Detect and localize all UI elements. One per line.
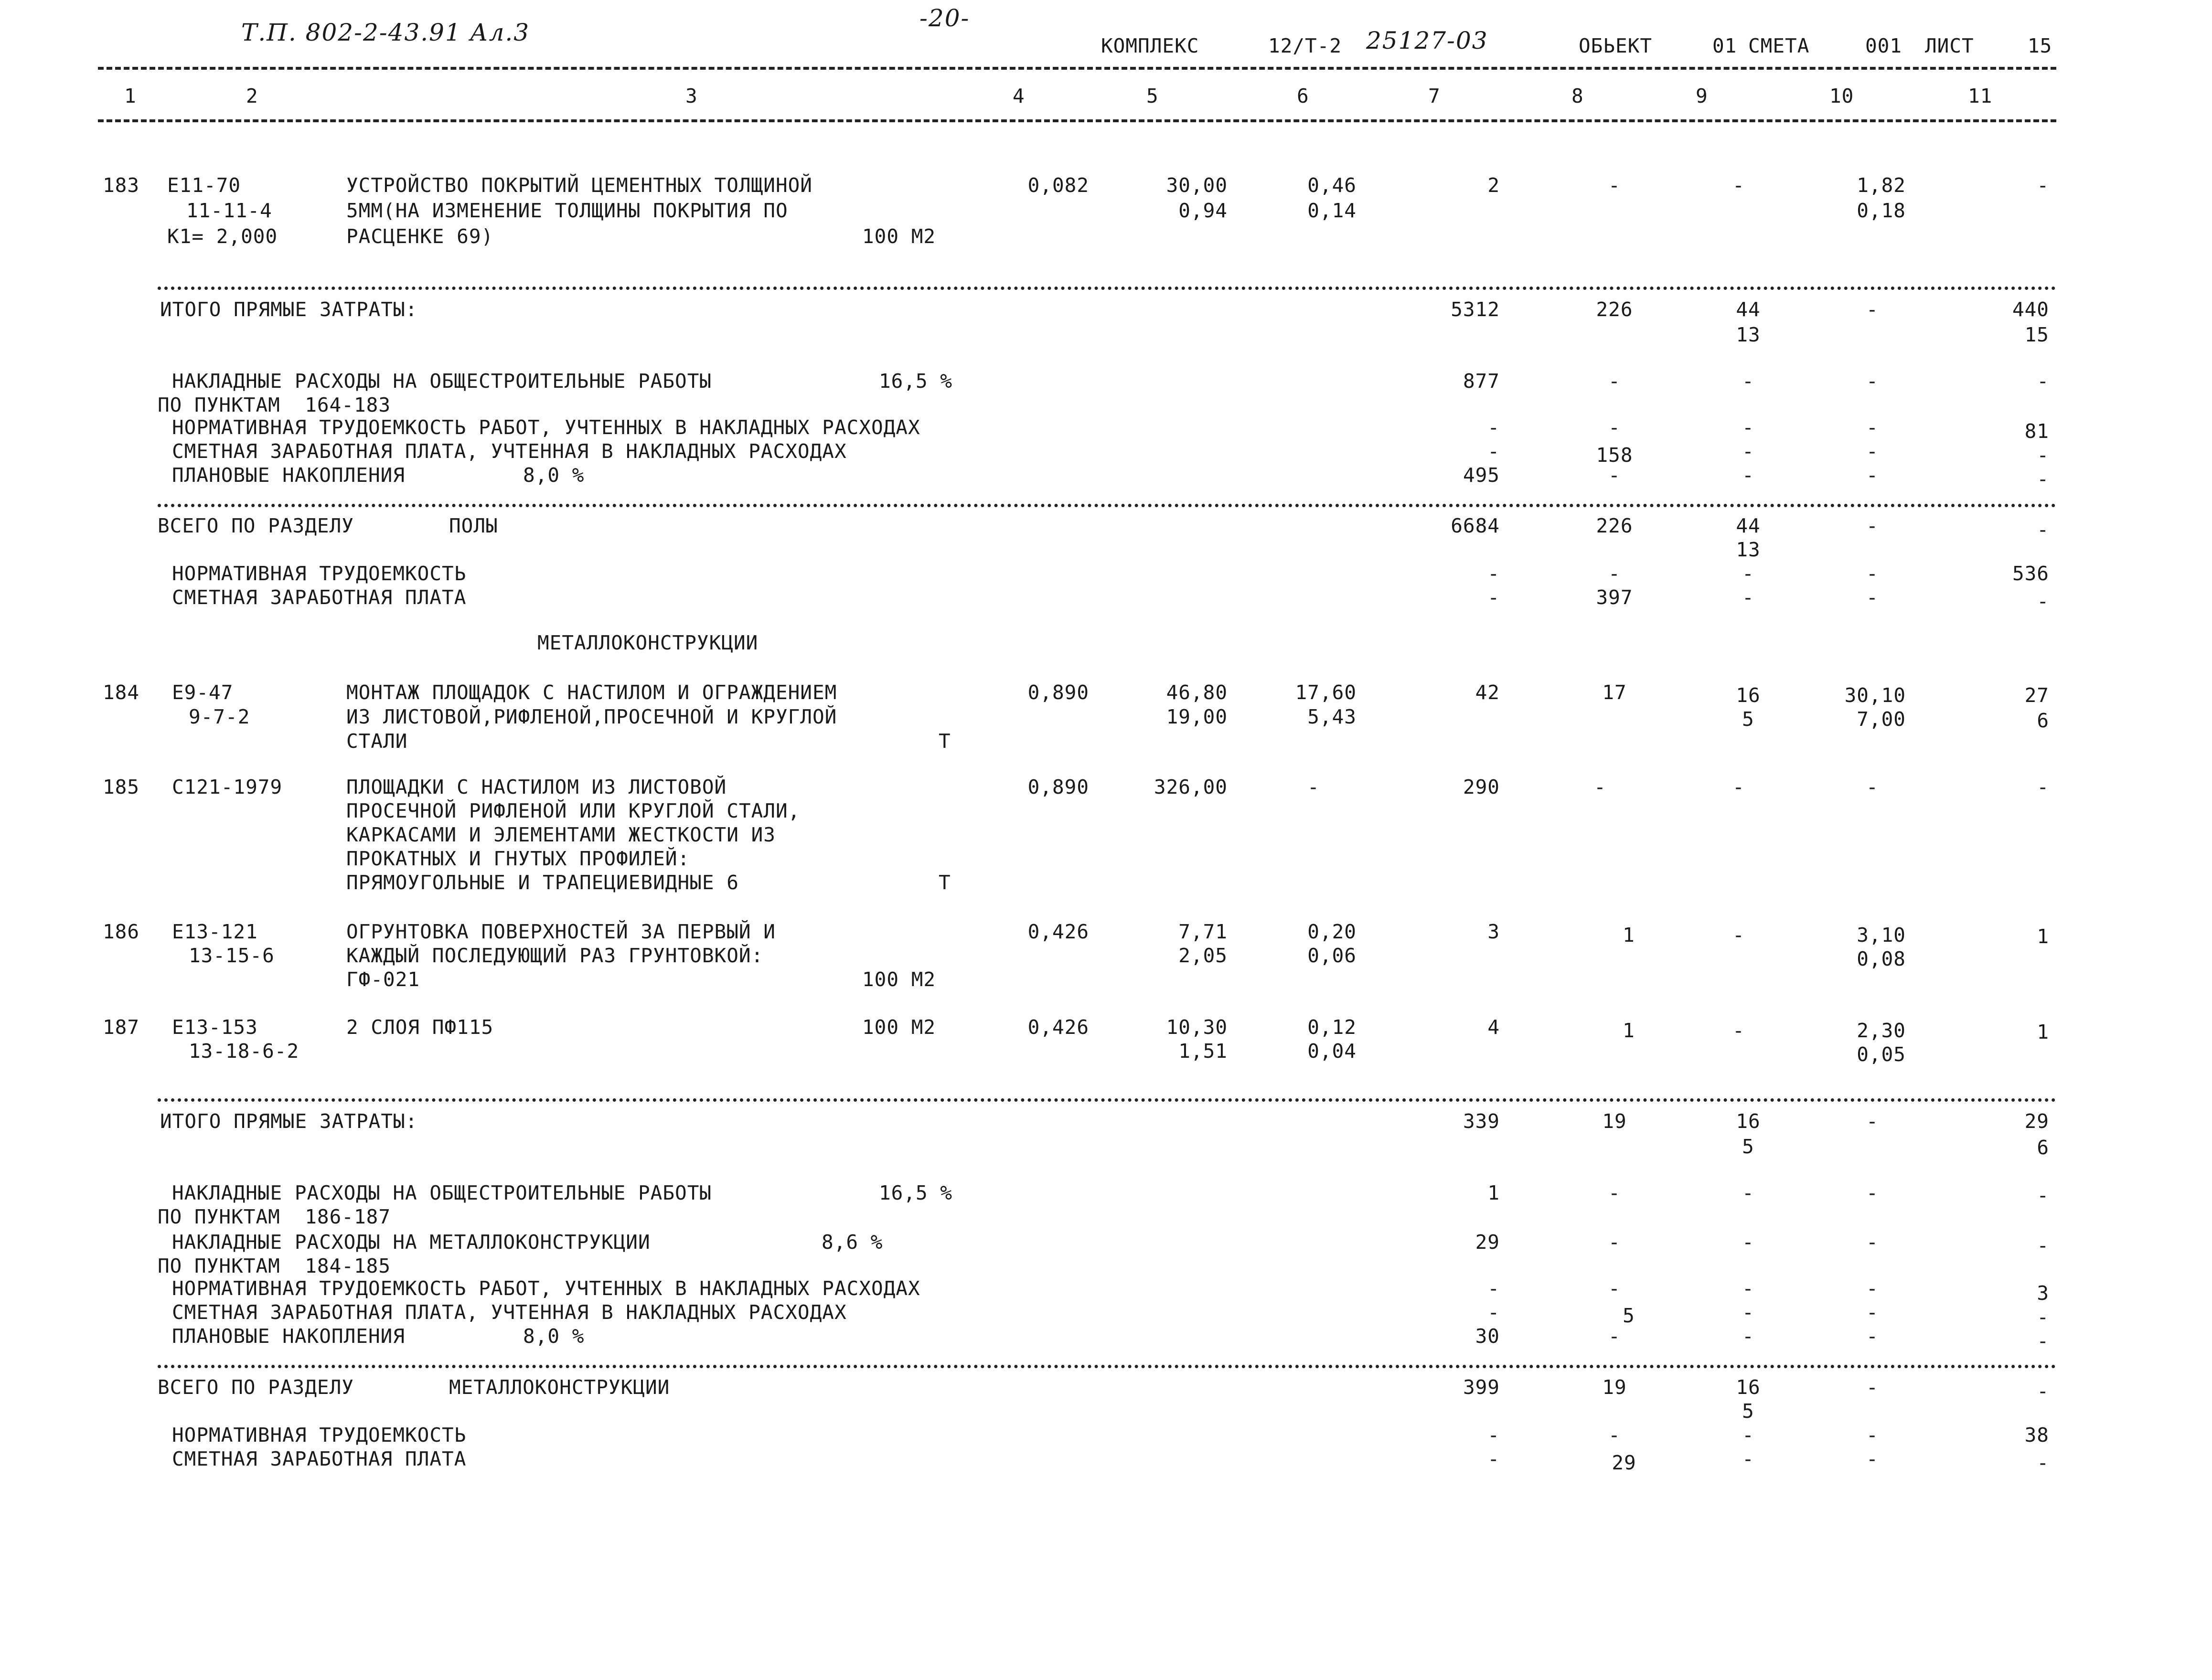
wage2-c10: - xyxy=(1866,1447,1879,1470)
section-total-c8: 19 xyxy=(1602,1376,1627,1399)
row-c5: 19,00 xyxy=(1166,705,1228,728)
row-description: ПРОКАТНЫХ И ГНУТЫХ ПРОФИЛЕЙ: xyxy=(346,847,690,870)
total-c11: 440 xyxy=(2012,298,2049,321)
komplex-label: КОМПЛЕКС xyxy=(1101,34,1199,57)
planned-label: ПЛАНОВЫЕ НАКОПЛЕНИЯ xyxy=(172,464,405,487)
wage2-label: СМЕТНАЯ ЗАРАБОТНАЯ ПЛАТА xyxy=(172,586,467,609)
wage-c7: - xyxy=(1487,1301,1500,1324)
overhead-c9: - xyxy=(1742,1231,1754,1254)
total-c9: 13 xyxy=(1736,323,1761,346)
row-code: Е11-70 xyxy=(167,174,241,197)
norm-labor-c9: - xyxy=(1742,416,1754,439)
overhead-c10: - xyxy=(1866,1231,1879,1254)
overhead-c11: - xyxy=(2037,370,2049,393)
row-description: ИЗ ЛИСТОВОЙ,РИФЛЕНОЙ,ПРОСЕЧНОЙ И КРУГЛОЙ xyxy=(346,705,837,728)
section-total-label: ВСЕГО ПО РАЗДЕЛУ xyxy=(158,514,354,537)
object-value: 01 xyxy=(1712,34,1737,57)
row-c10: 3,10 xyxy=(1857,924,1906,946)
row-c10: 1,82 xyxy=(1857,174,1906,197)
section-total-c9: 16 xyxy=(1736,1376,1761,1399)
row-quantity: 0,890 xyxy=(1027,776,1089,798)
total-c7: 5312 xyxy=(1451,298,1500,321)
section-total-label: ВСЕГО ПО РАЗДЕЛУ xyxy=(158,1376,354,1399)
total-direct-label: ИТОГО ПРЯМЫЕ ЗАТРАТЫ: xyxy=(160,298,418,321)
wage-c7: - xyxy=(1487,440,1500,463)
row-description: ПЛОЩАДКИ С НАСТИЛОМ ИЗ ЛИСТОВОЙ xyxy=(346,776,727,798)
smeta-value: 001 xyxy=(1865,34,1902,57)
wage-label: СМЕТНАЯ ЗАРАБОТНАЯ ПЛАТА, УЧТЕННАЯ В НАКЛАДНЫХ РАСХОДАХ xyxy=(172,1301,847,1324)
row-quantity: 0,426 xyxy=(1027,1016,1089,1039)
row-c7: 2 xyxy=(1487,174,1500,197)
norm-labor-label: НОРМАТИВНАЯ ТРУДОЕМКОСТЬ РАБОТ, УЧТЕННЫХ В НАКЛАДНЫХ РАСХОДАХ xyxy=(172,416,920,439)
wage-c9: - xyxy=(1742,1301,1754,1324)
labor-c7: - xyxy=(1487,562,1500,585)
row-c6: 5,43 xyxy=(1307,705,1357,728)
col-head-9: 9 xyxy=(1696,85,1708,107)
norm-labor-c8: - xyxy=(1608,1277,1621,1300)
row-c6: - xyxy=(1307,776,1320,798)
wage2-c11: - xyxy=(2037,590,2049,613)
labor-c9: - xyxy=(1742,1424,1754,1446)
header-rule-top xyxy=(98,67,2056,70)
overhead-c9: - xyxy=(1742,370,1754,393)
total-c10: - xyxy=(1866,1110,1879,1133)
dotted-separator xyxy=(158,287,2056,290)
section-total-c9: 5 xyxy=(1742,1400,1754,1423)
col-head-10: 10 xyxy=(1829,85,1854,107)
planned-c8: - xyxy=(1608,1325,1621,1348)
labor-c9: - xyxy=(1742,562,1754,585)
norm-labor-label: НОРМАТИВНАЯ ТРУДОЕМКОСТЬ РАБОТ, УЧТЕННЫХ В НАКЛАДНЫХ РАСХОДАХ xyxy=(172,1277,920,1300)
row-description: УСТРОЙСТВО ПОКРЫТИЙ ЦЕМЕНТНЫХ ТОЛЩИНОЙ xyxy=(346,174,812,197)
row-c5: 30,00 xyxy=(1166,174,1228,197)
overhead-c10: - xyxy=(1866,370,1879,393)
section-total-name: МЕТАЛЛОКОНСТРУКЦИИ xyxy=(449,1376,670,1399)
row-c11: 1 xyxy=(2037,925,2049,948)
planned-c11: - xyxy=(2037,1329,2049,1352)
row-c8: 1 xyxy=(1623,1019,1635,1042)
labor-c7: - xyxy=(1487,1424,1500,1446)
overhead-label: НАКЛАДНЫЕ РАСХОДЫ НА ОБЩЕСТРОИТЕЛЬНЫЕ РАБОТЫ xyxy=(172,1181,712,1204)
section-total-c10: - xyxy=(1866,514,1879,537)
row-c9: - xyxy=(1732,174,1745,197)
planned-c10: - xyxy=(1866,1325,1879,1348)
sheet-value: 15 xyxy=(2028,34,2052,57)
section-title: МЕТАЛЛОКОНСТРУКЦИИ xyxy=(537,631,759,654)
total-direct-label: ИТОГО ПРЯМЫЕ ЗАТРАТЫ: xyxy=(160,1110,418,1133)
wage2-c9: - xyxy=(1742,586,1754,609)
row-c7: 4 xyxy=(1487,1016,1500,1039)
row-c9: - xyxy=(1732,776,1745,798)
row-c5: 0,94 xyxy=(1178,199,1228,222)
total-c10: - xyxy=(1866,298,1879,321)
total-c11: 6 xyxy=(2037,1136,2049,1159)
page-number: -20- xyxy=(919,4,970,32)
wage2-c11: - xyxy=(2037,1451,2049,1474)
komplex-code: 12/Т-2 xyxy=(1268,34,1342,57)
row-c9: 16 xyxy=(1736,684,1761,707)
row-description: РАСЦЕНКЕ 69) xyxy=(346,225,494,248)
row-id: 183 xyxy=(103,174,140,197)
overhead-c7: 29 xyxy=(1475,1231,1500,1254)
overhead-items: ПО ПУНКТАМ 184-185 xyxy=(158,1255,391,1277)
row-code: 11-11-4 xyxy=(186,199,272,222)
row-c6: 0,20 xyxy=(1307,920,1357,943)
row-c5: 326,00 xyxy=(1154,776,1228,798)
row-c6: 0,46 xyxy=(1307,174,1357,197)
row-description: КАЖДЫЙ ПОСЛЕДУЮЩИЙ РАЗ ГРУНТОВКОЙ: xyxy=(346,944,764,967)
row-c11: 27 xyxy=(2024,684,2049,707)
row-c10: 30,10 xyxy=(1844,684,1906,707)
labor-c10: - xyxy=(1866,1424,1879,1446)
wage-c10: - xyxy=(1866,1301,1879,1324)
sheet-label: ЛИСТ xyxy=(1925,34,1974,57)
col-head-7: 7 xyxy=(1428,85,1441,107)
row-c5: 1,51 xyxy=(1178,1040,1228,1063)
row-c10: 0,18 xyxy=(1857,199,1906,222)
col-head-11: 11 xyxy=(1968,85,1993,107)
row-description: КАРКАСАМИ И ЭЛЕМЕНТАМИ ЖЕСТКОСТИ ИЗ xyxy=(346,823,776,846)
labor-label: НОРМАТИВНАЯ ТРУДОЕМКОСТЬ xyxy=(172,562,467,585)
row-code: К1= 2,000 xyxy=(167,225,278,248)
row-c7: 3 xyxy=(1487,920,1500,943)
row-description: 5ММ(НА ИЗМЕНЕНИЕ ТОЛЩИНЫ ПОКРЫТИЯ ПО xyxy=(346,199,788,222)
row-description: ПРЯМОУГОЛЬНЫЕ И ТРАПЕЦИЕВИДНЫЕ 6 xyxy=(346,871,739,894)
row-c8: - xyxy=(1594,776,1606,798)
wage-label: СМЕТНАЯ ЗАРАБОТНАЯ ПЛАТА, УЧТЕННАЯ В НАКЛАДНЫХ РАСХОДАХ xyxy=(172,440,847,463)
section-total-c10: - xyxy=(1866,1376,1879,1399)
total-c9: 5 xyxy=(1742,1135,1754,1158)
row-c10: - xyxy=(1866,776,1879,798)
labor-c11: 38 xyxy=(2024,1424,2049,1446)
row-id: 185 xyxy=(103,776,140,798)
section-total-c9: 13 xyxy=(1736,538,1761,561)
norm-labor-c10: - xyxy=(1866,416,1879,439)
wage2-c8: 397 xyxy=(1596,586,1633,609)
row-c6: 0,14 xyxy=(1307,199,1357,222)
overhead-label: НАКЛАДНЫЕ РАСХОДЫ НА МЕТАЛЛОКОНСТРУКЦИИ xyxy=(172,1231,651,1254)
overhead-items: ПО ПУНКТАМ 164-183 xyxy=(158,393,391,416)
wage2-label: СМЕТНАЯ ЗАРАБОТНАЯ ПЛАТА xyxy=(172,1447,467,1470)
row-description: ГФ-021 xyxy=(346,968,420,991)
row-unit: 100 М2 xyxy=(862,1016,936,1039)
section-total-c7: 6684 xyxy=(1451,514,1500,537)
row-code: С121-1979 xyxy=(172,776,283,798)
row-c6: 0,06 xyxy=(1307,944,1357,967)
col-head-4: 4 xyxy=(1013,85,1025,107)
section-total-c11: - xyxy=(2037,518,2049,541)
overhead-percent: 8,6 % xyxy=(822,1231,883,1254)
header-rule-bottom xyxy=(98,119,2056,122)
labor-c8: - xyxy=(1608,1424,1621,1446)
planned-c8: - xyxy=(1608,464,1621,487)
row-c10: 0,08 xyxy=(1857,947,1906,970)
planned-c9: - xyxy=(1742,1325,1754,1348)
planned-c10: - xyxy=(1866,464,1879,487)
planned-c9: - xyxy=(1742,464,1754,487)
norm-labor-c8: - xyxy=(1608,416,1621,439)
row-c9: 5 xyxy=(1742,708,1754,731)
section-total-c11: - xyxy=(2037,1380,2049,1403)
wage-c10: - xyxy=(1866,440,1879,463)
total-c8: 19 xyxy=(1602,1110,1627,1133)
dotted-separator xyxy=(158,504,2056,507)
wage-c9: - xyxy=(1742,440,1754,463)
planned-c11: - xyxy=(2037,468,2049,490)
row-description: ПРОСЕЧНОЙ РИФЛЕНОЙ ИЛИ КРУГЛОЙ СТАЛИ, xyxy=(346,799,801,822)
row-code: Е13-153 xyxy=(172,1016,258,1039)
row-c11: 1 xyxy=(2037,1021,2049,1043)
row-c8: - xyxy=(1608,174,1621,197)
row-description: ОГРУНТОВКА ПОВЕРХНОСТЕЙ ЗА ПЕРВЫЙ И xyxy=(346,920,776,943)
section-total-c9: 44 xyxy=(1736,514,1761,537)
overhead-c9: - xyxy=(1742,1181,1754,1204)
komplex-handwritten: 25127-03 xyxy=(1366,27,1488,54)
overhead-c8: - xyxy=(1608,370,1621,393)
section-total-c7: 399 xyxy=(1463,1376,1500,1399)
overhead-percent: 16,5 % xyxy=(879,1181,953,1204)
row-c6: 0,04 xyxy=(1307,1040,1357,1063)
labor-c11: 536 xyxy=(2012,562,2049,585)
smeta-label: СМЕТА xyxy=(1748,34,1810,57)
norm-labor-c11: 3 xyxy=(2037,1282,2049,1305)
row-unit: 100 М2 xyxy=(862,225,936,248)
labor-c8: - xyxy=(1608,562,1621,585)
row-c6: 0,12 xyxy=(1307,1016,1357,1039)
section-total-name: ПОЛЫ xyxy=(449,514,498,537)
object-label: ОБЬЕКТ xyxy=(1579,34,1653,57)
planned-c7: 495 xyxy=(1463,464,1500,487)
wage-c11: - xyxy=(2037,444,2049,467)
section-total-c8: 226 xyxy=(1596,514,1633,537)
col-head-8: 8 xyxy=(1571,85,1584,107)
row-quantity: 0,890 xyxy=(1027,681,1089,704)
handwritten-reference: Т.П. 802-2-43.91 Ал.3 xyxy=(241,19,530,46)
overhead-percent: 16,5 % xyxy=(879,370,953,393)
col-head-6: 6 xyxy=(1297,85,1309,107)
row-id: 186 xyxy=(103,920,140,943)
overhead-c7: 877 xyxy=(1463,370,1500,393)
overhead-items: ПО ПУНКТАМ 186-187 xyxy=(158,1205,391,1228)
row-code: 13-15-6 xyxy=(189,944,275,967)
row-code: 9-7-2 xyxy=(189,705,250,728)
row-id: 187 xyxy=(103,1016,140,1039)
row-quantity: 0,082 xyxy=(1027,174,1089,197)
row-quantity: 0,426 xyxy=(1027,920,1089,943)
row-c11: - xyxy=(2037,776,2049,798)
row-c10: 7,00 xyxy=(1857,708,1906,731)
row-c11: 6 xyxy=(2037,709,2049,732)
row-code: 13-18-6-2 xyxy=(189,1040,299,1063)
overhead-c11: - xyxy=(2037,1184,2049,1207)
overhead-c11: - xyxy=(2037,1234,2049,1257)
total-c11: 29 xyxy=(2024,1110,2049,1133)
row-unit: Т xyxy=(939,730,951,753)
wage2-c9: - xyxy=(1742,1447,1754,1470)
row-c5: 2,05 xyxy=(1178,944,1228,967)
wage-c8: 5 xyxy=(1623,1304,1635,1327)
col-head-5: 5 xyxy=(1146,85,1159,107)
planned-percent: 8,0 % xyxy=(523,464,585,487)
overhead-c10: - xyxy=(1866,1181,1879,1204)
norm-labor-c9: - xyxy=(1742,1277,1754,1300)
row-c6: 17,60 xyxy=(1295,681,1357,704)
row-description: СТАЛИ xyxy=(346,730,408,753)
row-c8: 1 xyxy=(1623,924,1635,946)
row-unit: 100 М2 xyxy=(862,968,936,991)
col-head-1: 1 xyxy=(124,85,137,107)
overhead-c8: - xyxy=(1608,1181,1621,1204)
row-code: Е9-47 xyxy=(172,681,234,704)
wage2-c8: 29 xyxy=(1612,1451,1636,1474)
row-c5: 46,80 xyxy=(1166,681,1228,704)
overhead-c7: 1 xyxy=(1487,1181,1500,1204)
norm-labor-c10: - xyxy=(1866,1277,1879,1300)
total-c7: 339 xyxy=(1463,1110,1500,1133)
planned-c7: 30 xyxy=(1475,1325,1500,1348)
wage2-c7: - xyxy=(1487,1447,1500,1470)
row-id: 184 xyxy=(103,681,140,704)
overhead-c8: - xyxy=(1608,1231,1621,1254)
norm-labor-c7: - xyxy=(1487,1277,1500,1300)
labor-label: НОРМАТИВНАЯ ТРУДОЕМКОСТЬ xyxy=(172,1424,467,1446)
total-c11: 15 xyxy=(2024,323,2049,346)
row-description: МОНТАЖ ПЛОЩАДОК С НАСТИЛОМ И ОГРАЖДЕНИЕМ xyxy=(346,681,837,704)
col-head-2: 2 xyxy=(246,85,258,107)
norm-labor-c11: 81 xyxy=(2024,420,2049,443)
row-c7: 290 xyxy=(1463,776,1500,798)
row-c9: - xyxy=(1732,924,1745,946)
row-unit: Т xyxy=(939,871,951,894)
row-c8: 17 xyxy=(1602,681,1627,704)
row-c10: 2,30 xyxy=(1857,1019,1906,1042)
row-description: 2 СЛОЯ ПФ115 xyxy=(346,1016,494,1039)
total-c9: 44 xyxy=(1736,298,1761,321)
norm-labor-c7: - xyxy=(1487,416,1500,439)
dotted-separator xyxy=(158,1098,2056,1102)
dotted-separator xyxy=(158,1365,2056,1368)
planned-percent: 8,0 % xyxy=(523,1325,585,1348)
wage2-c10: - xyxy=(1866,586,1879,609)
row-c5: 10,30 xyxy=(1166,1016,1228,1039)
row-c7: 42 xyxy=(1475,681,1500,704)
col-head-3: 3 xyxy=(685,85,698,107)
overhead-label: НАКЛАДНЫЕ РАСХОДЫ НА ОБЩЕСТРОИТЕЛЬНЫЕ РАБОТЫ xyxy=(172,370,712,393)
total-c9: 16 xyxy=(1736,1110,1761,1133)
planned-label: ПЛАНОВЫЕ НАКОПЛЕНИЯ xyxy=(172,1325,405,1348)
wage2-c7: - xyxy=(1487,586,1500,609)
row-c5: 7,71 xyxy=(1178,920,1228,943)
total-c8: 226 xyxy=(1596,298,1633,321)
row-c11: - xyxy=(2037,174,2049,197)
row-c10: 0,05 xyxy=(1857,1043,1906,1066)
wage-c11: - xyxy=(2037,1306,2049,1329)
labor-c10: - xyxy=(1866,562,1879,585)
wage-c8: 158 xyxy=(1596,444,1633,467)
row-c9: - xyxy=(1732,1019,1745,1042)
row-code: Е13-121 xyxy=(172,920,258,943)
